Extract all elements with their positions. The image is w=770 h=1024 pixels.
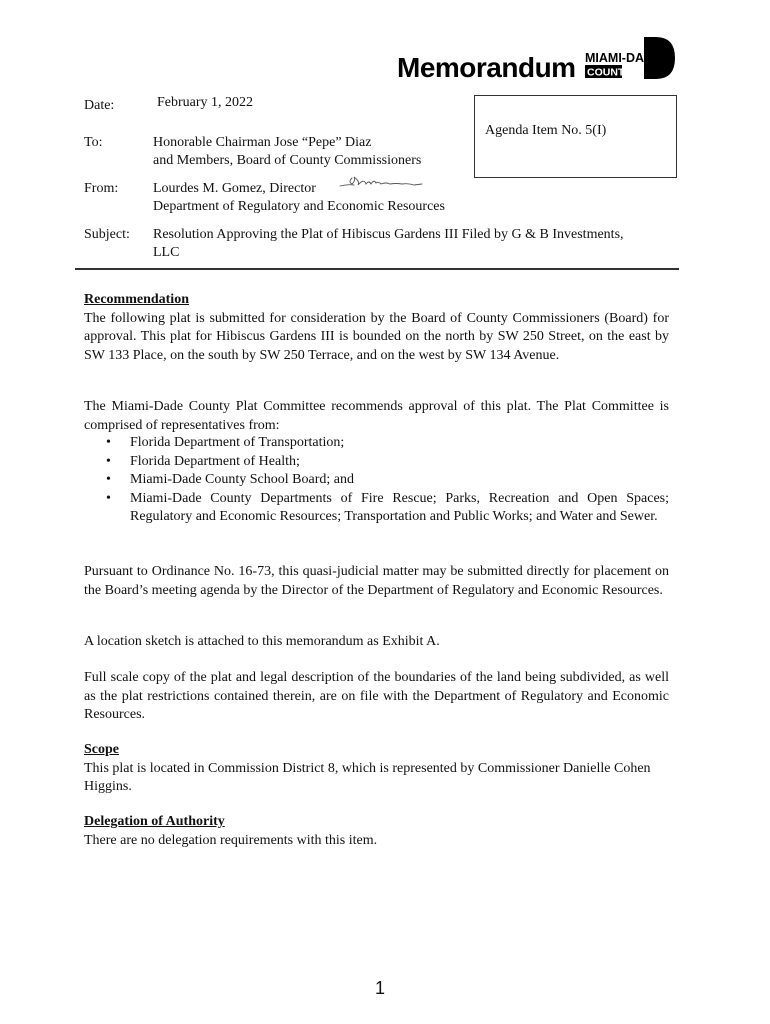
list-item: • Florida Department of Health; [104,453,669,472]
list-item: • Miami-Dade County School Board; and [104,471,669,490]
to-label: To: [84,135,103,150]
header-divider [75,268,679,270]
recommendation-paragraph-1: The following plat is submitted for consideration by the Board of County Commissioners (Board) for approval. This plat for Hibiscus Gardens III is bounded on the north by SW 250 Street, on the east by SW 133 Place, on the south by SW 250 Terrace, and on the west by SW 134 Avenue. [84,310,669,363]
list-item: • Miami-Dade County Departments of Fire Rescue; Parks, Recreation and Open Spaces; Regulatory and Economic Resources; Transportation and Public Works; and Water and Sewer. [104,490,669,527]
recommendation-heading: Recommendation [84,292,189,307]
from-line-2: Department of Regulatory and Economic Resources [153,199,445,214]
subject-line-1: Resolution Approving the Plat of Hibiscus Gardens III Filed by G & B Investments, [153,227,624,242]
to-line-2: and Members, Board of County Commissioners [153,153,422,168]
list-item: • Florida Department of Transportation; [104,434,669,453]
to-line-1: Honorable Chairman Jose “Pepe” Diaz [153,135,372,150]
subject-label: Subject: [84,227,130,242]
recommendation-paragraph-5: Full scale copy of the plat and legal description of the boundaries of the land being subdivided, as well as the plat restrictions contained therein, are on file with the Department of Regulatory and Economic Resources. [84,670,669,723]
page-number: 1 [375,978,386,998]
from-line-1: Lourdes M. Gomez, Director [153,181,316,196]
subject-line-2: LLC [153,245,180,260]
scope-text: This plat is located in Commission District 8, which is represented by Commissioner Danielle Cohen Higgins. [84,760,651,795]
committee-list [104,434,669,527]
director-signature [338,172,424,192]
recommendation-paragraph-3: Pursuant to Ordinance No. 16-73, this quasi-judicial matter may be submitted directly for placement on the Board’s meeting agenda by the Director of the Department of Regulatory and Economic Resources. [84,564,669,598]
from-label: From: [84,181,119,196]
logo-text-top: MIAMI-DADE [585,51,662,65]
date-value: February 1, 2022 [157,95,254,110]
agenda-item-number: Agenda Item No. 5(I) [485,123,607,138]
recommendation-paragraph-4: A location sketch is attached to this memorandum as Exhibit A. [84,634,440,649]
logo-text-bottom: COUNTY [587,66,632,79]
memo-title: Memorandum [397,52,576,83]
delegation-text: There are no delegation requirements with this item. [84,832,378,848]
scope-heading: Scope [84,742,119,757]
miami-dade-county-logo [584,36,676,80]
delegation-heading: Delegation of Authority [84,814,225,829]
date-label: Date: [84,98,115,113]
recommendation-paragraph-2: The Miami-Dade County Plat Committee recommends approval of this plat. The Plat Committee is comprised of representatives from: [84,399,669,433]
